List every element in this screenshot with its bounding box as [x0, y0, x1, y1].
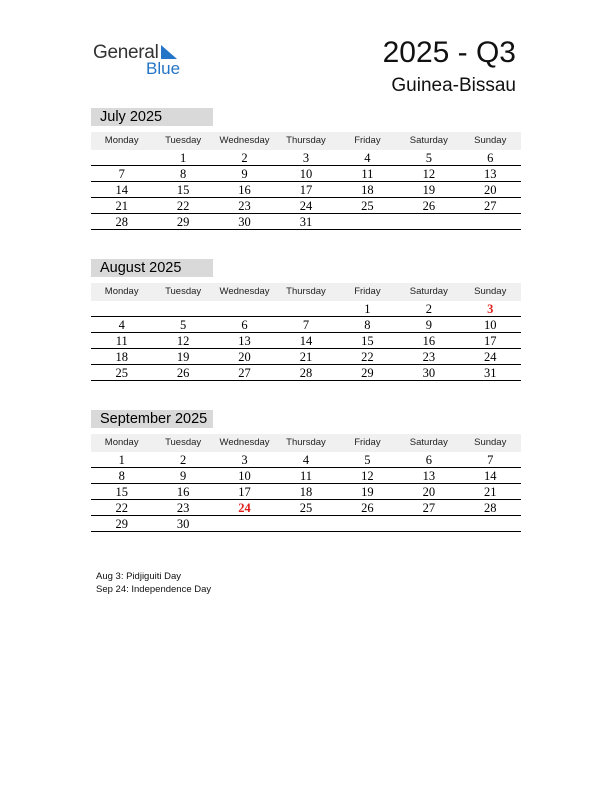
day-cell: 18 [361, 183, 374, 197]
day-cell: 25 [361, 199, 374, 213]
logo-triangle-icon [161, 45, 177, 59]
day-cell: 14 [115, 183, 128, 197]
day-cell: 4 [118, 318, 125, 332]
day-cell: 23 [176, 501, 190, 515]
day-cell: 26 [176, 366, 190, 380]
weekday-label: Tuesday [165, 135, 202, 146]
day-cell [460, 215, 521, 229]
week-row [91, 167, 521, 182]
month-title: September 2025 [91, 410, 213, 428]
day-cell: 15 [115, 485, 128, 499]
day-cell: 17 [299, 183, 313, 197]
day-cell: 20 [422, 485, 436, 499]
week-row [91, 366, 521, 381]
week-row [91, 215, 521, 230]
day-cell: 12 [176, 334, 190, 348]
day-cell: 5 [425, 151, 432, 165]
day-cell: 14 [299, 334, 313, 348]
day-cell: 31 [483, 366, 497, 380]
month-title: August 2025 [91, 259, 213, 277]
day-cell: 3 [302, 151, 310, 165]
day-cell: 28 [299, 366, 313, 380]
day-cell: 22 [361, 350, 374, 364]
day-cell: 31 [299, 215, 313, 229]
week-row [91, 469, 521, 484]
weekday-label: Saturday [409, 135, 448, 146]
day-cell: 16 [238, 183, 251, 197]
day-cell: 2 [425, 302, 432, 316]
day-cell: 5 [180, 318, 187, 332]
month-title: July 2025 [91, 108, 213, 126]
day-cell: 26 [422, 199, 436, 213]
day-cell: 2 [241, 151, 248, 165]
day-cell [152, 302, 213, 316]
weekday-label: Friday [354, 135, 381, 146]
day-cell: 24 [483, 350, 497, 364]
day-cell [337, 517, 398, 531]
day-cell: 10 [299, 167, 313, 181]
day-cell: 23 [422, 350, 436, 364]
month-block-september [91, 410, 521, 532]
day-cell: 7 [302, 318, 310, 332]
day-cell: 15 [361, 334, 374, 348]
day-cell: 5 [364, 453, 371, 467]
day-cell: 12 [422, 167, 436, 181]
day-cell [460, 517, 521, 531]
day-cell: 27 [238, 366, 251, 380]
day-cell: 30 [238, 215, 251, 229]
day-cell: 27 [422, 501, 436, 515]
weekday-label: Friday [354, 286, 381, 297]
day-cell [398, 517, 459, 531]
day-cell: 25 [299, 501, 313, 515]
day-cell [91, 302, 152, 316]
day-cell: 23 [238, 199, 251, 213]
day-cell [275, 302, 336, 316]
day-cell: 24 [238, 501, 251, 515]
weekday-label: Saturday [409, 437, 448, 448]
month-block-august [91, 259, 521, 381]
day-cell: 16 [176, 485, 190, 499]
week-row [91, 183, 521, 198]
day-cell: 9 [180, 469, 187, 483]
logo-general-text: General [93, 42, 159, 63]
day-cell: 10 [238, 469, 251, 483]
day-cell [91, 151, 152, 165]
week-row [91, 302, 521, 317]
day-cell: 4 [302, 453, 310, 467]
day-cell: 3 [487, 302, 494, 316]
weekday-label: Sunday [474, 437, 507, 448]
weekday-label: Thursday [286, 135, 326, 146]
day-cell: 3 [241, 453, 248, 467]
weekday-label: Monday [104, 437, 139, 448]
day-cell: 30 [422, 366, 436, 380]
day-cell: 7 [487, 453, 494, 467]
weekday-label: Thursday [286, 286, 326, 297]
day-cell: 18 [299, 485, 313, 499]
day-cell [337, 215, 398, 229]
week-row [91, 453, 521, 468]
day-cell: 9 [425, 318, 432, 332]
weekday-label: Monday [104, 135, 139, 146]
day-cell: 4 [364, 151, 371, 165]
day-cell: 13 [422, 469, 436, 483]
day-cell [214, 517, 275, 531]
day-cell [275, 517, 336, 531]
logo-blue-text: Blue [146, 59, 181, 78]
logo [93, 42, 193, 82]
weekday-label: Wednesday [219, 437, 270, 448]
day-cell: 1 [364, 302, 371, 316]
day-cell: 20 [483, 183, 497, 197]
day-cell: 13 [238, 334, 251, 348]
day-cell: 29 [176, 215, 190, 229]
holiday-note: Aug 3: Pidjiguiti Day [96, 571, 182, 582]
day-cell: 17 [483, 334, 497, 348]
day-cell: 2 [180, 453, 187, 467]
day-cell: 19 [176, 350, 190, 364]
day-cell: 21 [483, 485, 497, 499]
day-cell: 20 [238, 350, 251, 364]
weekday-label: Tuesday [165, 286, 202, 297]
day-cell: 7 [118, 167, 125, 181]
day-cell: 8 [118, 469, 125, 483]
day-cell: 8 [364, 318, 371, 332]
weekday-label: Saturday [409, 286, 448, 297]
week-row [91, 199, 521, 214]
day-cell: 10 [483, 318, 497, 332]
day-cell: 24 [299, 199, 313, 213]
week-row [91, 501, 521, 516]
weekday-header [91, 283, 521, 301]
day-cell: 21 [299, 350, 313, 364]
day-cell: 8 [180, 167, 187, 181]
weekday-label: Sunday [474, 135, 507, 146]
day-cell: 22 [115, 501, 128, 515]
day-cell: 1 [118, 453, 125, 467]
day-cell: 6 [487, 151, 494, 165]
day-cell: 28 [115, 215, 128, 229]
day-cell: 15 [176, 183, 190, 197]
day-cell: 30 [176, 517, 190, 531]
day-cell: 25 [115, 366, 128, 380]
day-cell: 28 [483, 501, 497, 515]
day-cell: 14 [483, 469, 497, 483]
month-block-july [91, 108, 521, 230]
day-cell: 11 [361, 167, 374, 181]
day-cell: 27 [483, 199, 497, 213]
day-cell: 29 [115, 517, 128, 531]
weekday-label: Friday [354, 437, 381, 448]
week-row [91, 334, 521, 349]
day-cell: 22 [176, 199, 190, 213]
day-cell: 12 [361, 469, 374, 483]
day-cell: 21 [115, 199, 128, 213]
week-row [91, 350, 521, 365]
weekday-label: Thursday [286, 437, 326, 448]
weekday-header [91, 434, 521, 452]
weekday-label: Tuesday [165, 437, 202, 448]
week-row [91, 517, 521, 532]
day-cell: 11 [299, 469, 312, 483]
weekday-label: Wednesday [219, 286, 270, 297]
day-cell: 1 [180, 151, 187, 165]
weekday-label: Monday [104, 286, 139, 297]
day-cell: 17 [238, 485, 251, 499]
day-cell: 11 [115, 334, 128, 348]
day-cell: 16 [422, 334, 436, 348]
weekday-header [91, 132, 521, 150]
day-cell: 6 [425, 453, 432, 467]
page-title: 2025 - Q3 [382, 36, 516, 69]
week-row [91, 485, 521, 500]
day-cell: 6 [241, 318, 248, 332]
weekday-label: Wednesday [219, 135, 270, 146]
day-cell: 19 [361, 485, 374, 499]
week-row [91, 151, 521, 166]
weekday-label: Sunday [474, 286, 507, 297]
day-cell: 19 [422, 183, 436, 197]
holiday-notes [96, 570, 211, 596]
day-cell [214, 302, 275, 316]
day-cell: 26 [361, 501, 374, 515]
day-cell [398, 215, 459, 229]
country-name: Guinea-Bissau [391, 75, 516, 96]
day-cell: 18 [115, 350, 128, 364]
week-row [91, 318, 521, 333]
day-cell: 13 [483, 167, 497, 181]
day-cell: 9 [241, 167, 248, 181]
day-cell: 29 [361, 366, 374, 380]
holiday-note: Sep 24: Independence Day [96, 584, 212, 595]
